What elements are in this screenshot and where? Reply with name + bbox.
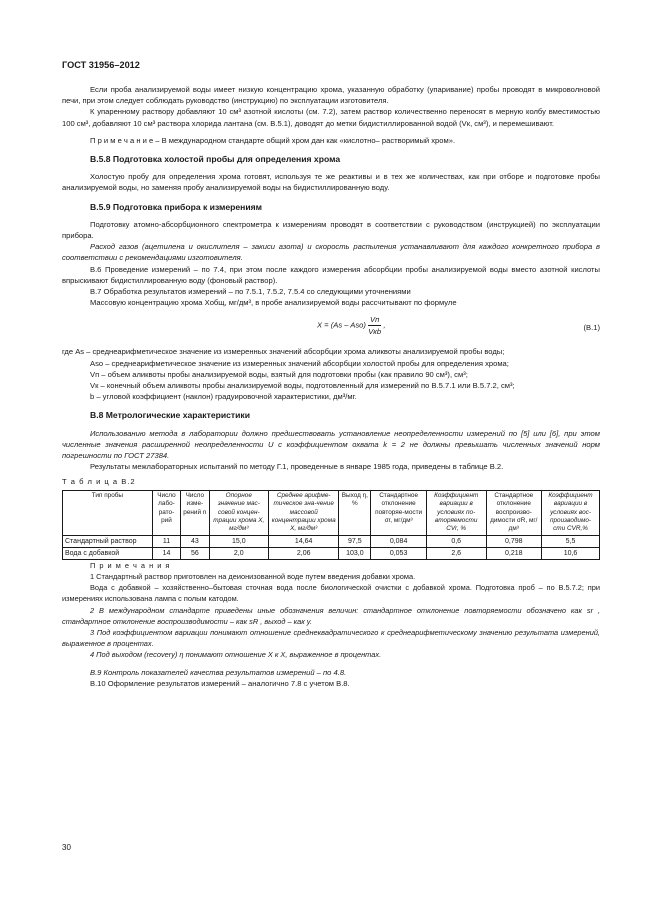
table-cell: Вода с добавкой bbox=[63, 547, 153, 559]
table-cell: 0,053 bbox=[371, 547, 427, 559]
table-caption: Т а б л и ц а В.2 bbox=[62, 477, 136, 487]
column-header: Выход η, % bbox=[339, 490, 371, 535]
section-heading: В.5.8 Подготовка холостой пробы для определения хрома bbox=[90, 154, 341, 165]
section-heading: В.5.9 Подготовка прибора к измерениям bbox=[90, 201, 263, 212]
table-cell: 0,6 bbox=[426, 535, 486, 547]
definition: b – угловой коэффициент (наклон) градуировочной характеристики, дм³/мг. bbox=[90, 392, 357, 402]
column-header: Коэффициент вариации в условиях вос-производимо-сти CVR,% bbox=[542, 490, 600, 535]
paragraph: В.6 Проведение измерений – по 7.4, при этом после каждого измерения абсорбции пробы анализируемой воды вместо азотной кислоты впрыскивают бидистиллированную воду (фоновый раствор). bbox=[62, 264, 600, 285]
definition: Asо – среднеарифметическое значение из измеренных значений абсорбции холостой пробы для определения хрома; bbox=[90, 358, 509, 368]
table-cell: 14,64 bbox=[269, 535, 339, 547]
table-cell: 10,6 bbox=[542, 547, 600, 559]
note-item: 4 Под выходом (recovery) η понимают отношение X к X, выраженное в процентах. bbox=[90, 650, 382, 660]
paragraph: Использованию метода в лаборатории должно предшествовать установление неопределенности измерений по [5] или [6], при этом численные значения расширенной неопределенности U с коэффициентом охвата k = 2 не должны превышать численных значений норм погрешности по ГОСТ 27384. bbox=[62, 428, 600, 461]
formula-lhs: X = (As – Asо) bbox=[317, 320, 366, 330]
column-header: Опорное значение мас-совой концен-трации хрома X, мг/дм³ bbox=[209, 490, 269, 535]
formula-number: (В.1) bbox=[583, 323, 600, 333]
formula bbox=[62, 310, 600, 344]
formula-expression bbox=[317, 314, 386, 337]
paragraph: Подготовку атомно-абсорбционного спектрометра к измерениям проводят в соответствии с руководством (инструкцией) по эксплуатации прибора. bbox=[62, 219, 600, 241]
note-item: 1 Стандартный раствор приготовлен на деионизованной воде путем введения добавки хрома. bbox=[90, 571, 416, 581]
column-header: Среднее арифме-тическое зна-чение массовой концентрации хрома X, мг/дм³ bbox=[269, 490, 339, 535]
table-cell: 97,5 bbox=[339, 535, 371, 547]
table-cell: 2,06 bbox=[269, 547, 339, 559]
document-body bbox=[62, 84, 600, 689]
definition: Vп – объем аликвоты пробы анализируемой воды, взятый для подготовки пробы (как правило 90 см³), см³; bbox=[90, 369, 468, 379]
table-cell: 11 bbox=[152, 535, 180, 547]
table-cell: Стандартный раствор bbox=[63, 535, 153, 547]
column-header: Тип пробы bbox=[63, 490, 153, 535]
page-number: 30 bbox=[62, 843, 71, 852]
paragraph: Расход газов (ацетилена и окислителя – закиси азота) и скорость распыления устанавливают для каждого конкретного прибора в соответствии с рекомендациями изготовителя. bbox=[62, 242, 600, 263]
column-header: Стандартное отклонение повторяе-мости σr, мг/дм³ bbox=[371, 490, 427, 535]
paragraph: К упаренному раствору добавляют 10 см³ азотной кислоты (см. 7.2), затем раствор количественно переносят в мерную колбу вместимостью 100 см³, добавляют 10 см³ раствора хлорида лантана (см. В.5.1), доводят до метки бидистиллированной водой (Vк, см³), и перемешивают. bbox=[62, 107, 600, 128]
table-row bbox=[63, 547, 600, 559]
table-cell: 43 bbox=[181, 535, 209, 547]
formula-tail: , bbox=[383, 320, 386, 330]
table-cell: 15,0 bbox=[209, 535, 269, 547]
note-item: 3 Под коэффициентом вариации понимают отношение среднеквадратического к среднеарифметическому значению результата измерений, выраженное в процентах. bbox=[62, 627, 600, 649]
definition: Vк – конечный объем аликвоты пробы анализируемой воды, подготовленный для измерений по В.5.7.1 или В.5.7.2, см³; bbox=[90, 381, 515, 391]
document-header: ГОСТ 31956–2012 bbox=[62, 60, 140, 70]
paragraph: В.7 Обработка результатов измерений – по 7.5.1, 7.5.2, 7.5.4 со следующими уточнениями bbox=[90, 287, 411, 297]
table-header-row bbox=[63, 490, 600, 535]
table-cell: 0,218 bbox=[486, 547, 542, 559]
table-cell: 14 bbox=[152, 547, 180, 559]
note: П р и м е ч а н и е – В международном стандарте общий хром дан как «кислотно– растворимый хром». bbox=[90, 135, 456, 145]
paragraph: Холостую пробу для определения хрома готовят, используя те же реактивы и в тех же количествах, как при отборе и подготовке пробы анализируемой воды, но заменяя пробу анализируемой воды на бидистиллированную воду. bbox=[62, 172, 600, 193]
results-table bbox=[62, 490, 600, 560]
column-header: Число изме-рений n bbox=[181, 490, 209, 535]
definition: где As – среднеарифметическое значение из измеренных значений абсорбции хрома аликвоты анализируемой пробы воды; bbox=[62, 347, 505, 357]
table-cell: 0,798 bbox=[486, 535, 542, 547]
table-cell: 56 bbox=[181, 547, 209, 559]
paragraph: Массовую концентрацию хрома Xобщ, мг/дм³, в пробе анализируемой воды рассчитывают по формуле bbox=[90, 298, 457, 308]
formula-denominator: Vкb bbox=[368, 327, 382, 337]
paragraph: Результаты межлабораторных испытаний по методу Г.1, проведенные в январе 1985 года, приведены в таблице В.2. bbox=[90, 462, 504, 472]
column-header: Коэффициент вариации в условиях по-вторяемости CVr, % bbox=[426, 490, 486, 535]
table-notes bbox=[62, 560, 600, 661]
table-cell: 2,6 bbox=[426, 547, 486, 559]
column-header: Стандартное отклонение воспроизво-димости σR, мг/дм³ bbox=[486, 490, 542, 535]
section-heading: В.8 Метрологические характеристики bbox=[90, 410, 250, 421]
formula-numerator: Vп bbox=[370, 315, 380, 325]
note-item: 2 В международном стандарте приведены иные обозначения величин: стандартное отклонение повторяемости обозначено как sr , стандартное отклонение воспроизводимости – как sR , выход – как y. bbox=[62, 605, 600, 626]
paragraph: В.10 Оформление результатов измерений – аналогично 7.8 с учетом В.8. bbox=[90, 678, 350, 688]
table-cell: 5,5 bbox=[542, 535, 600, 547]
notes-title: П р и м е ч а н и я bbox=[90, 560, 171, 570]
note-item: Вода с добавкой – хозяйственно–бытовая сточная вода после биологической очистки с добавкой хрома. Подготовка проб – по В.5.7.2; при измерениях использована лампа с полым катодом. bbox=[62, 583, 600, 604]
column-header: Число лабо-рато-рий bbox=[152, 490, 180, 535]
table-row bbox=[63, 535, 600, 547]
formula-fraction bbox=[368, 314, 381, 337]
table-cell: 2,0 bbox=[209, 547, 269, 559]
paragraph: В.9 Контроль показателей качества результатов измерений – по 4.8. bbox=[90, 667, 347, 677]
table-cell: 0,084 bbox=[371, 535, 427, 547]
paragraph: Если проба анализируемой воды имеет низкую концентрацию хрома, указанную обработку (упаривание) пробы проводят в микроволновой печи, при этом следует соблюдать руководство (инструкцию) по эксплуатации изготовителя. bbox=[62, 85, 600, 106]
table-cell: 103,0 bbox=[339, 547, 371, 559]
